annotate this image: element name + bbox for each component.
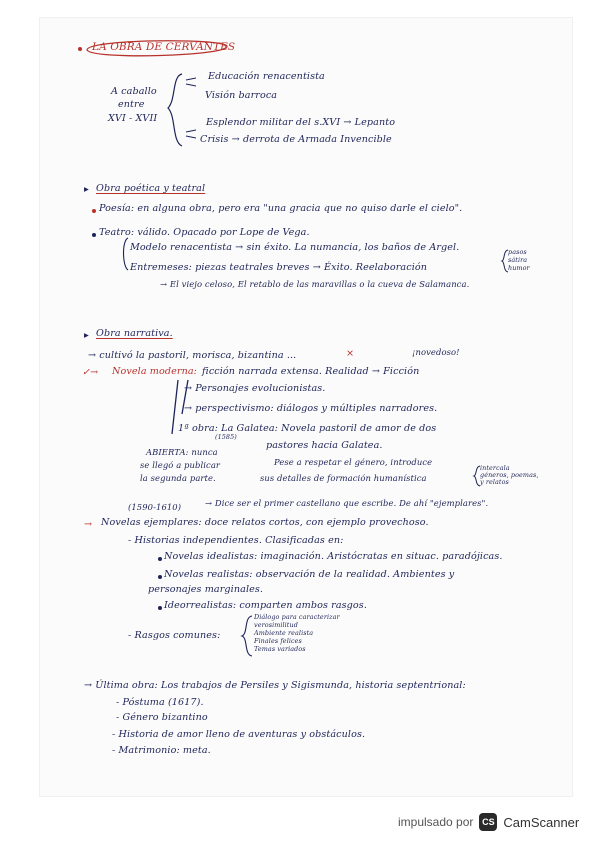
ejemplares-heading: Novelas ejemplares: doce relatos cortos, con ejemplo provechoso. bbox=[101, 517, 429, 528]
novedoso-note: ¡novedoso! bbox=[412, 347, 460, 357]
teatro-text: Teatro: válido. Opacado por Lope de Vega. bbox=[99, 227, 310, 238]
modelo-text: Modelo renacentista → sin éxito. La numancia, los baños de Argel. bbox=[130, 242, 460, 253]
novela-text: ficción narrada extensa. Realidad → Ficción bbox=[202, 366, 420, 377]
watermark-prefix: impulsado por bbox=[398, 815, 474, 829]
ultima-item-1: - Póstuma (1617). bbox=[116, 697, 204, 708]
idealistas-text: Novelas idealistas: imaginación. Aristócratas en situac. paradójicas. bbox=[164, 551, 503, 562]
intro-label-1: A caballo bbox=[111, 86, 157, 97]
narrative-arrow: ▸ bbox=[84, 330, 89, 341]
rasgo-2: verosimilitud bbox=[254, 621, 298, 629]
intro-item-1: Educación renacentista bbox=[208, 71, 325, 82]
intercala-2: géneros, poemas, bbox=[480, 471, 539, 479]
rasgos-brace bbox=[240, 614, 254, 658]
novela-check-icon: ✓→ bbox=[82, 367, 99, 378]
ejemplares-arrow: → bbox=[84, 519, 93, 530]
camscanner-watermark bbox=[398, 810, 579, 834]
rasgo-1: Diálogo para caracterizar bbox=[254, 613, 340, 621]
realistas-bullet bbox=[158, 575, 162, 579]
cultivo-mark: × bbox=[346, 348, 355, 359]
galatea-line-2: pastores hacia Galatea. bbox=[266, 440, 383, 451]
rasgo-3: Ambiente realista bbox=[254, 629, 314, 637]
abierta-line-2: se llegó a publicar bbox=[140, 460, 221, 470]
entremeses-examples: → El viejo celoso, El retablo de las maravillas o la cueva de Salamanca. bbox=[160, 279, 470, 289]
intro-item-2: Visión barroca bbox=[205, 90, 278, 101]
poesia-text: Poesía: en alguna obra, pero era "una gracia que no quiso darle el cielo". bbox=[99, 203, 463, 214]
ejemplares-note: → Dice ser el primer castellano que escribe. De ahí "ejemplares". bbox=[205, 498, 489, 508]
novela-label: Novela moderna: bbox=[112, 366, 198, 377]
page-title: LA OBRA DE CERVANTES bbox=[92, 41, 236, 53]
perspectivismo-text: → perspectivismo: diálogos y múltiples narradores. bbox=[184, 403, 438, 414]
abierta-line-3: la segunda parte. bbox=[140, 473, 216, 483]
intro-item-3: Esplendor militar del s.XVI → Lepanto bbox=[206, 117, 396, 128]
respetar-line-2: sus detalles de formación humanística bbox=[260, 473, 427, 483]
ideorrealistas-text: Ideorrealistas: comparten ambos rasgos. bbox=[164, 600, 367, 611]
poetic-heading: Obra poética y teatral bbox=[96, 183, 206, 194]
ultima-item-3: - Historia de amor lleno de aventuras y obstáculos. bbox=[112, 729, 366, 740]
personajes-text: → Personajes evolucionistas. bbox=[184, 383, 326, 394]
watermark-brand: CamScanner bbox=[503, 814, 580, 830]
historias-text: - Historias independientes. Clasificadas en: bbox=[128, 535, 344, 546]
teatro-bullet bbox=[92, 233, 96, 237]
realistas-line-2: personajes marginales. bbox=[148, 584, 264, 595]
ultima-item-4: - Matrimonio: meta. bbox=[112, 745, 211, 756]
galatea-year: (1585) bbox=[215, 433, 237, 441]
entremeses-brace-3: humor bbox=[508, 264, 530, 272]
intro-label-3: XVI - XVII bbox=[108, 113, 158, 124]
intro-brace bbox=[164, 70, 204, 150]
camscanner-logo-icon: CS bbox=[479, 813, 497, 831]
cultivo-text: → cultivó la pastoril, morisca, bizantina ... bbox=[88, 350, 297, 361]
rasgo-4: Finales felices bbox=[254, 637, 302, 645]
intro-label-2: entre bbox=[118, 99, 145, 110]
ejemplares-dates: (1590-1610) bbox=[128, 502, 182, 512]
idealistas-bullet bbox=[158, 557, 162, 561]
intercala-3: y relatos bbox=[480, 478, 509, 486]
rasgos-label: - Rasgos comunes: bbox=[128, 630, 221, 641]
intro-item-4: Crisis → derrota de Armada Invencible bbox=[200, 134, 392, 145]
poesia-bullet bbox=[92, 209, 96, 213]
narrative-heading: Obra narrativa. bbox=[96, 328, 173, 339]
poetic-arrow: ▸ bbox=[84, 184, 89, 195]
entremeses-text: Entremeses: piezas teatrales breves → Éxito. Reelaboración bbox=[130, 262, 428, 273]
ultima-item-2: - Género bizantino bbox=[116, 712, 208, 723]
abierta-line-1: ABIERTA: nunca bbox=[146, 447, 218, 457]
ideorrealistas-bullet bbox=[158, 606, 162, 610]
realistas-line-1: Novelas realistas: observación de la realidad. Ambientes y bbox=[164, 569, 455, 580]
entremeses-brace-1: pasos bbox=[508, 248, 527, 256]
intercala-1: intercala bbox=[480, 464, 510, 472]
galatea-line-1: 1ª obra: La Galatea: Novela pastoril de amor de dos bbox=[178, 423, 437, 434]
entremeses-brace-2: sátira bbox=[508, 256, 528, 264]
rasgo-5: Temas variados bbox=[254, 645, 306, 653]
respetar-line-1: Pese a respetar el género, introduce bbox=[274, 457, 433, 467]
ultima-heading: → Última obra: Los trabajos de Persiles y Sigismunda, historia septentrional: bbox=[84, 680, 466, 691]
